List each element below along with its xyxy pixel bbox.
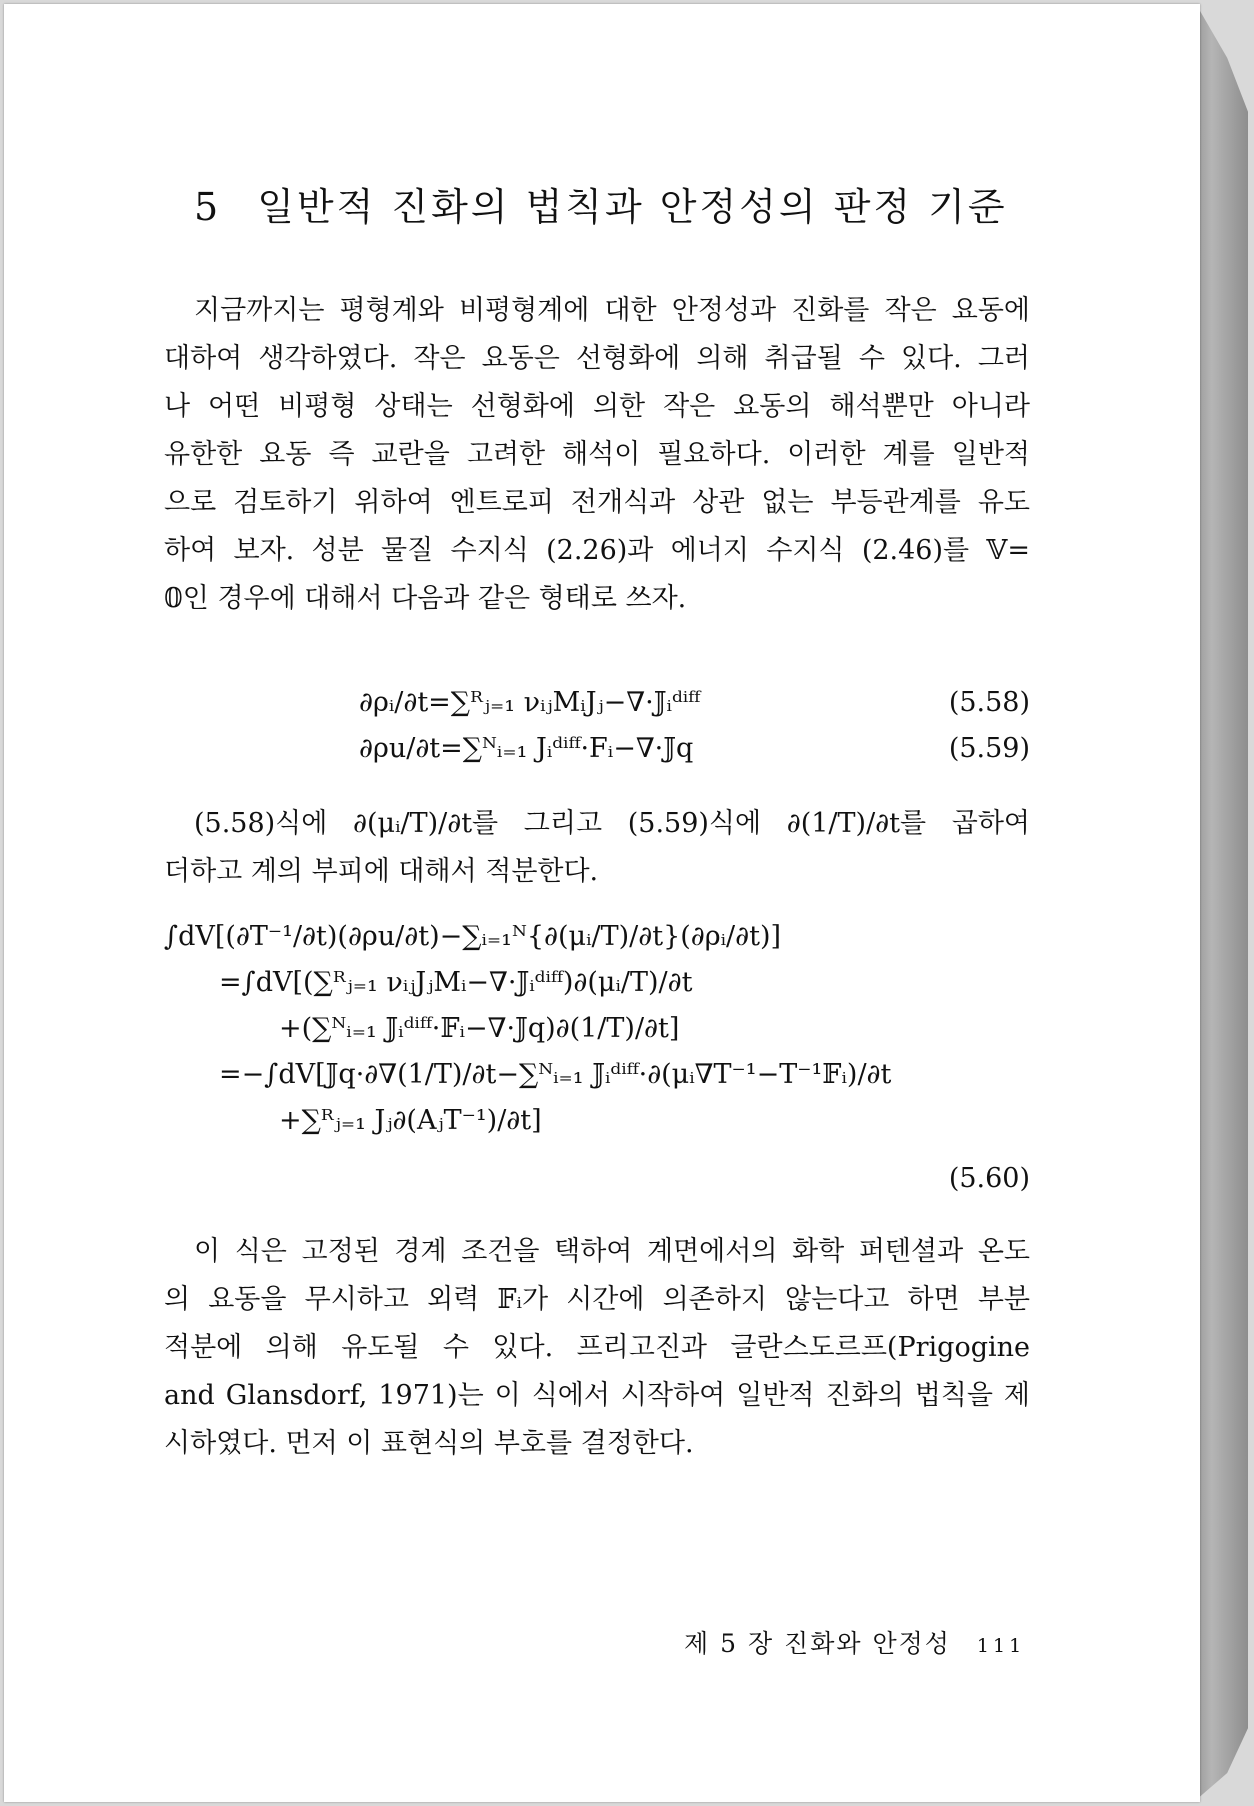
equation-block-5-58-5-59 xyxy=(164,680,1030,772)
text-line: 나 어떤 비평형 상태는 선형화에 의한 작은 요동의 해석뿐만 아니라 xyxy=(164,391,1030,422)
equation-number-row xyxy=(164,1156,1030,1202)
equation-line: =∫dV[(∑ᴿⱼ₌₁ νᵢⱼJⱼMᵢ−∇·𝕁ᵢᵈⁱᶠᶠ)∂(μᵢ/T)/∂t xyxy=(219,967,693,998)
text-line: 으로 검토하기 위하여 엔트로피 전개식과 상관 없는 부등관계를 유도 xyxy=(164,487,1030,518)
book-page xyxy=(4,4,1200,1802)
equation-line: =−∫dV[𝕁q·∂∇(1/T)/∂t−∑ᴺᵢ₌₁ 𝕁ᵢᵈⁱᶠᶠ·∂(μᵢ∇T⁻¹−T⁻¹𝔽ᵢ)/∂t xyxy=(219,1059,892,1090)
paragraph-intro xyxy=(164,287,1030,623)
text-line: 의 요동을 무시하고 외력 𝔽ᵢ가 시간에 의존하지 않는다고 하면 부분 xyxy=(164,1284,1030,1315)
text-line: 하여 보자. 성분 물질 수지식 (2.26)과 에너지 수지식 (2.46)를 𝕍= xyxy=(164,535,1030,566)
book-page-edge xyxy=(1196,4,1248,1800)
equation-expression: ∂ρu/∂t=∑ᴺᵢ₌₁ Jᵢᵈⁱᶠᶠ·Fᵢ−∇·𝕁q xyxy=(359,733,694,764)
paragraph-integration xyxy=(164,800,1030,896)
text-line: (5.58)식에 ∂(μᵢ/T)/∂t를 그리고 (5.59)식에 ∂(1/T)/∂t를 곱하여 xyxy=(194,808,1030,839)
text-line: and Glansdorf, 1971)는 이 식에서 시작하여 일반적 진화의 법칙을 제 xyxy=(164,1380,1030,1411)
equation-number: (5.58) xyxy=(948,687,1030,718)
equation-line: +∑ᴿⱼ₌₁ Jⱼ∂(AⱼT⁻¹)/∂t] xyxy=(279,1105,542,1136)
equation-expression: ∂ρᵢ/∂t=∑ᴿⱼ₌₁ νᵢⱼMᵢJⱼ−∇·𝕁ᵢᵈⁱᶠᶠ xyxy=(359,687,701,718)
text-line: 적분에 의해 유도될 수 있다. 프리고진과 글란스도르프(Prigogine xyxy=(164,1332,1030,1363)
text-line: 지금까지는 평형계와 비평형계에 대한 안정성과 진화를 작은 요동에 xyxy=(194,295,1030,326)
running-footer xyxy=(684,1624,1025,1660)
equation-line: +(∑ᴺᵢ₌₁ 𝕁ᵢᵈⁱᶠᶠ·𝔽ᵢ−∇·𝕁q)∂(1/T)/∂t] xyxy=(279,1013,680,1044)
equation-number: (5.59) xyxy=(948,733,1030,764)
text-line: 이 식은 고정된 경계 조건을 택하여 계면에서의 화학 퍼텐셜과 온도 xyxy=(194,1236,1030,1267)
section-heading xyxy=(194,176,1008,231)
equation-5-59 xyxy=(164,726,1030,772)
text-line: 대하여 생각하였다. 작은 요동은 선형화에 의해 취급될 수 있다. 그러 xyxy=(164,343,1030,374)
equation-number: (5.60) xyxy=(948,1163,1030,1194)
text-line: 𝟘인 경우에 대해서 다음과 같은 형태로 쓰자. xyxy=(164,583,687,614)
section-number: 5 xyxy=(194,185,222,229)
chapter-label: 제 5 장 진화와 안정성 xyxy=(684,1629,951,1658)
text-line: 유한한 요동 즉 교란을 고려한 해석이 필요하다. 이러한 계를 일반적 xyxy=(164,439,1030,470)
equation-5-58 xyxy=(164,680,1030,726)
page-number: 111 xyxy=(976,1635,1026,1657)
text-line: 더하고 계의 부피에 대해서 적분한다. xyxy=(164,856,599,887)
text-line: 시하였다. 먼저 이 표현식의 부호를 결정한다. xyxy=(164,1428,694,1459)
equation-line: ∫dV[(∂T⁻¹/∂t)(∂ρu/∂t)−∑ᵢ₌₁ᴺ{∂(μᵢ/T)/∂t}(∂ρᵢ/∂t)] xyxy=(164,921,782,952)
paragraph-conclusion xyxy=(164,1228,1030,1468)
section-title: 일반적 진화의 법칙과 안정성의 판정 기준 xyxy=(257,185,1008,229)
equation-5-60 xyxy=(164,914,1030,1202)
